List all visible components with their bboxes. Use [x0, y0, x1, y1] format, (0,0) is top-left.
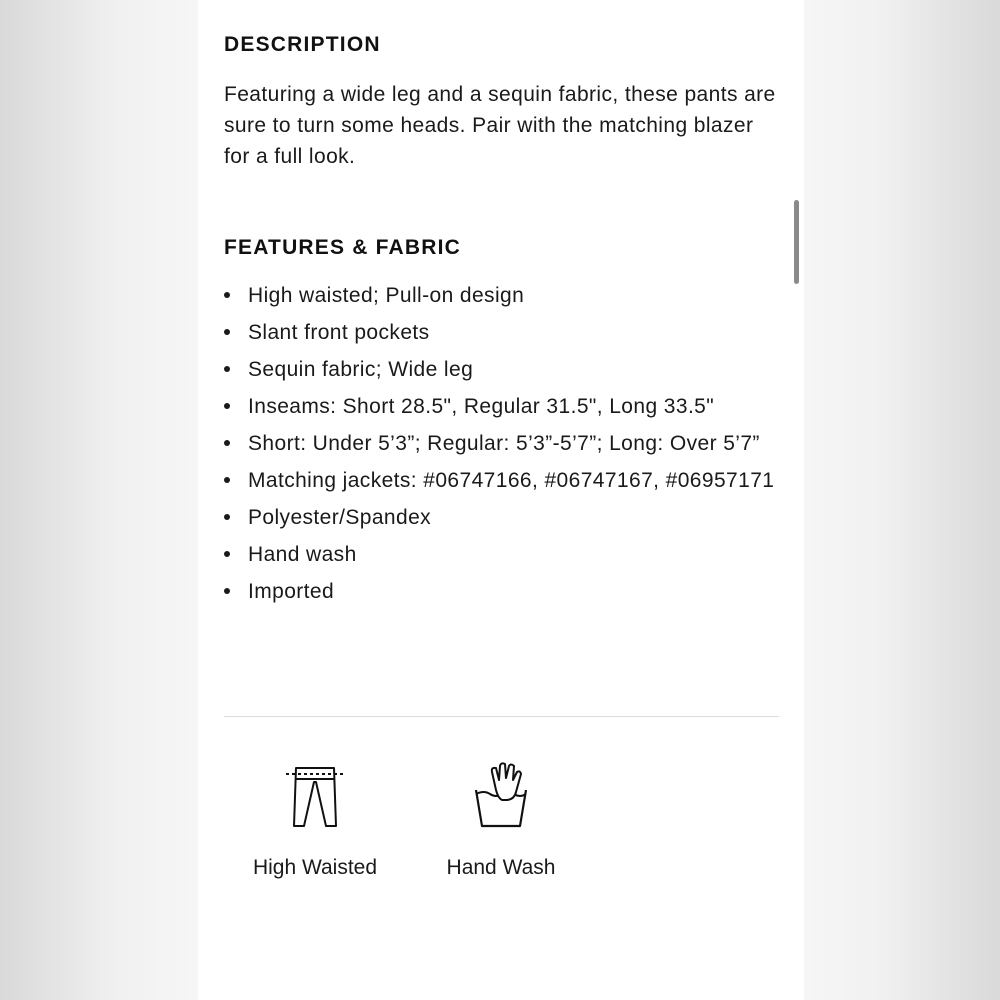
bullet-icon: [224, 366, 230, 372]
care-icon-label: High Waisted: [252, 856, 378, 879]
bullet-icon: [224, 588, 230, 594]
bullet-icon: [224, 440, 230, 446]
feature-item-label: Hand wash: [248, 543, 357, 566]
bullet-icon: [224, 292, 230, 298]
section-divider: [224, 716, 779, 717]
feature-item: [224, 280, 784, 311]
feature-item-label: High waisted; Pull-on design: [248, 284, 525, 307]
feature-item-label: Polyester/Spandex: [248, 506, 432, 529]
bullet-icon: [224, 514, 230, 520]
bullet-icon: [224, 551, 230, 557]
feature-item-label: Short: Under 5’3”; Regular: 5’3”-5’7”; Long: Over 5’7”: [248, 432, 760, 455]
feature-item-label: Inseams: Short 28.5", Regular 31.5", Long 33.5": [248, 395, 715, 418]
bullet-icon: [224, 329, 230, 335]
feature-item-label: Sequin fabric; Wide leg: [248, 358, 474, 381]
care-icon-label: Hand Wash: [446, 856, 556, 879]
description-heading: DESCRIPTION: [224, 33, 381, 56]
care-icon-hand-wash: [426, 760, 576, 883]
feature-item: [224, 428, 784, 459]
feature-item: [224, 576, 784, 607]
hand-wash-icon: [466, 760, 536, 830]
feature-item-label: Slant front pockets: [248, 321, 430, 344]
bullet-icon: [224, 477, 230, 483]
high-waisted-pants-icon: [280, 760, 350, 830]
feature-item: [224, 354, 784, 385]
feature-item-label: Matching jackets: #06747166, #06747167, #06957171: [248, 469, 775, 492]
features-fabric-heading: FEATURES & FABRIC: [224, 236, 462, 259]
scrollbar-thumb[interactable]: [794, 200, 799, 284]
description-text: Featuring a wide leg and a sequin fabric, these pants are sure to turn some heads. Pair with the matching blazer for a full look.: [224, 83, 776, 168]
feature-item: [224, 465, 784, 496]
feature-item-label: Imported: [248, 580, 335, 603]
bullet-icon: [224, 403, 230, 409]
feature-item: [224, 391, 784, 422]
feature-item: [224, 317, 784, 348]
product-details-panel: [198, 0, 804, 1000]
feature-item: [224, 539, 784, 570]
feature-item: [224, 502, 784, 533]
features-list: [224, 280, 784, 613]
care-icon-high-waisted: [240, 760, 390, 883]
